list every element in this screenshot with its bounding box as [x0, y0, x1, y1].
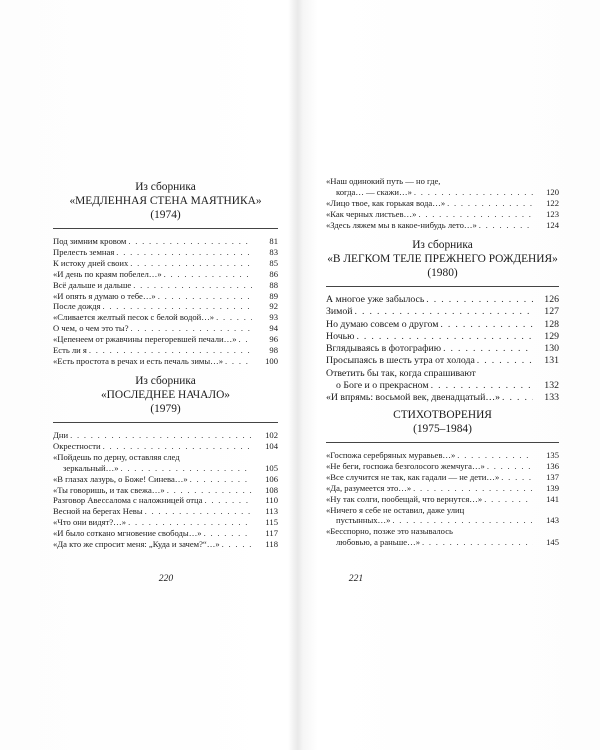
toc-entry-title: «Да кто же спросит меня: „Куда и зачем?“…»: [53, 539, 220, 550]
toc-entry: [53, 301, 278, 312]
dot-leader: [392, 515, 533, 526]
toc-list: [326, 450, 559, 548]
toc-entry-page: 126: [544, 294, 559, 305]
toc-entry-page: 143: [546, 515, 559, 526]
toc-entry-page: 100: [265, 355, 278, 366]
toc-entry: [326, 450, 559, 461]
toc-section: [53, 374, 278, 550]
toc-entry-page: 104: [265, 440, 278, 451]
section-year: (1980): [427, 267, 458, 279]
dot-leader: [204, 528, 252, 539]
toc-entry-page: 120: [546, 186, 559, 197]
toc-entry: [326, 505, 559, 527]
dot-leader: [204, 495, 252, 506]
dot-leader: [89, 345, 252, 356]
section-title: «ПОСЛЕДНЕЕ НАЧАЛО»: [100, 389, 231, 401]
toc-entry-page: 106: [265, 473, 278, 484]
toc-entry-title: Окрестности: [53, 440, 101, 451]
toc-entry-title: «Не беги, госпожа безголосого жемчуга…»: [326, 460, 485, 471]
dot-leader: [116, 247, 252, 258]
page-number: 220: [158, 573, 174, 584]
dot-leader: [130, 258, 252, 269]
toc-entry-title-continued: любовью, а раньше…»: [336, 537, 420, 548]
toc-entry-page: 117: [265, 528, 278, 539]
toc-entry: [53, 269, 278, 280]
dot-leader: [443, 343, 533, 355]
toc-entry-title: А многое уже забылось: [326, 294, 425, 305]
toc-entry-page: 145: [546, 537, 559, 548]
toc-entry-page: 129: [544, 330, 559, 342]
section-divider: [326, 286, 559, 287]
section-collection-label: Из сборника: [412, 239, 473, 251]
dot-leader: [128, 236, 252, 247]
dot-leader: [164, 269, 252, 280]
toc-entry: [53, 506, 278, 517]
toc-entry-title: «В глазах лазурь, о Боже! Синева…»: [53, 473, 188, 484]
toc-entry-page: 137: [546, 471, 559, 482]
toc-section: [326, 408, 559, 548]
toc-entry: [53, 323, 278, 334]
toc-entry: [53, 247, 278, 258]
toc-entry-title: Зимой: [326, 306, 353, 318]
toc-entry-title: «Госпожа серебряных муравьев…»: [326, 450, 456, 460]
dot-leader: [355, 306, 534, 318]
toc-entry: [326, 461, 559, 472]
toc-entry: [326, 483, 559, 494]
section-divider: [53, 228, 278, 229]
toc-entry-page: 130: [544, 343, 559, 355]
dot-leader: [447, 198, 533, 209]
toc-entry-page: 85: [269, 257, 278, 268]
toc-entry: [326, 392, 559, 404]
section-collection-label: Из сборника: [135, 181, 196, 193]
section-year: (1974): [150, 209, 181, 221]
toc-entry-title: Ответить бы так, когда спрашивают: [326, 367, 476, 379]
toc-entry-title: «Ну так солги, пообещай, что вернутся…»: [326, 493, 483, 504]
toc-entry-title: Дни: [53, 430, 69, 440]
dot-leader: [121, 463, 252, 474]
toc-entry: [326, 472, 559, 483]
toc-entry-title: Прелесть земная: [53, 246, 115, 257]
toc-entry-page: 88: [269, 279, 278, 290]
toc-entry: [326, 319, 559, 331]
toc-entry: [326, 220, 559, 231]
toc-entry: [53, 539, 278, 550]
toc-continued: [326, 176, 559, 231]
toc-entry: [326, 209, 559, 220]
toc-entry-title: Всё дальше и дальше: [53, 279, 132, 290]
toc-entry-title-continued: о Боге и о прекрасном: [336, 380, 429, 392]
toc-entry-page: 81: [269, 236, 278, 246]
toc-entry-title: Ночью: [326, 330, 355, 342]
dot-leader: [502, 392, 533, 404]
toc-entry-title-continued: зеркальный…»: [63, 462, 119, 473]
toc-entry-page: 102: [265, 430, 278, 440]
toc-entry-title: Есть ли я: [53, 345, 87, 356]
toc-entry-page: 92: [269, 301, 278, 312]
toc-entry-page: 110: [265, 495, 278, 506]
toc-entry-title: Но думаю совсем о другом: [326, 318, 439, 330]
dot-leader: [414, 187, 533, 198]
toc-entry-page: 105: [265, 462, 278, 473]
toc-entry: [326, 343, 559, 355]
toc-entry-title: «И опять я думаю о тебе…»: [53, 290, 156, 301]
toc-entry-page: 96: [269, 334, 278, 345]
toc-entry-page: 113: [265, 506, 278, 517]
section-heading: [326, 238, 559, 280]
toc-entry: [53, 312, 278, 323]
dot-leader: [431, 380, 533, 392]
toc-entry-page: 122: [546, 197, 559, 208]
toc-entry-title: «Здесь ляжем мы в какое-нибудь лето…»: [326, 219, 477, 230]
toc-entry-page: 135: [546, 450, 559, 460]
toc-entry: [53, 236, 278, 247]
section-divider: [326, 442, 559, 443]
dot-leader: [133, 280, 252, 291]
toc-entry: [53, 495, 278, 506]
toc-entry: [53, 528, 278, 539]
toc-entry-page: 127: [544, 306, 559, 318]
right-page: [326, 0, 559, 750]
toc-entry-page: 128: [544, 318, 559, 330]
toc-entry: [53, 452, 278, 474]
dot-leader: [239, 334, 252, 345]
toc-entry-page: 108: [265, 484, 278, 495]
toc-entry-title: О чем, о чем это ты?: [53, 323, 129, 334]
dot-leader: [131, 323, 252, 334]
toc-entry: [326, 355, 559, 367]
toc-entry: [53, 334, 278, 345]
toc-entry-title: «Пойдешь по дерну, оставляя след: [53, 451, 180, 462]
dot-leader: [422, 537, 533, 548]
dot-leader: [190, 474, 252, 485]
toc-section: [53, 180, 278, 367]
toc-entry: [53, 517, 278, 528]
toc-entry: [326, 526, 559, 548]
toc-entry-page: 131: [544, 355, 559, 367]
dot-leader: [222, 539, 252, 550]
toc-entry-title: «Лицо твое, как горькая вода…»: [326, 197, 446, 208]
toc-entry: [53, 258, 278, 269]
dot-leader: [128, 517, 252, 528]
toc-entry-title: «И было соткано мгновение свободы…»: [53, 528, 202, 539]
toc-entry-title: «Цепенеем от ржавчины перегоревшей печали…»: [53, 334, 237, 345]
section-title: СТИХОТВОРЕНИЯ: [393, 409, 492, 421]
dot-leader: [70, 430, 252, 441]
toc-entry-title: «Сливается желтый песок с белой водой…»: [53, 312, 215, 323]
toc-entry-title: «Ничего я себе не оставил, даже улиц: [326, 504, 465, 515]
toc-entry-title: «Как черных листьев…»: [326, 208, 417, 219]
section-heading: [53, 180, 278, 222]
dot-leader: [479, 220, 533, 231]
dot-leader: [426, 294, 533, 306]
toc-entry-page: 89: [269, 290, 278, 301]
dot-leader: [158, 291, 252, 302]
toc-entry-title-continued: пустынных…»: [336, 515, 391, 526]
page-number: 221: [348, 573, 364, 584]
section-title: «В ЛЕГКОМ ТЕЛЕ ПРЕЖНЕГО РОЖДЕНИЯ»: [327, 253, 558, 265]
toc-entry: [53, 430, 278, 441]
toc-entry-title: «Есть простота в речах и есть печаль зимы…»: [53, 355, 224, 366]
toc-entry: [53, 356, 278, 367]
toc-entry: [326, 294, 559, 306]
dot-leader: [356, 331, 533, 343]
toc-entry-title: «Все случится не так, как гадали — не дети…»: [326, 471, 500, 482]
dot-leader: [225, 356, 252, 367]
dot-leader: [440, 319, 533, 331]
toc-entry: [326, 176, 559, 198]
dot-leader: [103, 441, 252, 452]
toc-section: [326, 238, 559, 405]
toc-entry-title: Под зимним кровом: [53, 236, 127, 246]
toc-entry-title: «И впрямь: восьмой век, двенадцатый…»: [326, 392, 501, 404]
dot-leader: [145, 506, 252, 517]
toc-entry-title: Вглядываясь в фотографию: [326, 343, 442, 355]
toc-entry-page: 124: [546, 219, 559, 230]
toc-entry-title: «Ты говоришь, и так свежа…»: [53, 484, 165, 495]
toc-entry: [53, 291, 278, 302]
dot-leader: [216, 312, 252, 323]
left-page: [53, 0, 278, 750]
section-heading: [53, 374, 278, 416]
section-year: (1975–1984): [413, 423, 472, 435]
toc-entry-page: 98: [269, 345, 278, 356]
dot-leader: [413, 483, 533, 494]
toc-entry: [326, 306, 559, 318]
toc-entry: [53, 485, 278, 496]
toc-entry-title: Весной на берегах Невы: [53, 506, 143, 517]
toc-entry-page: 86: [269, 268, 278, 279]
toc-entry-page: 136: [546, 460, 559, 471]
toc-entry: [53, 280, 278, 291]
toc-entry-title: «И день по краям побелел…»: [53, 268, 162, 279]
toc-entry-title: К истоку дней своих: [53, 257, 129, 268]
dot-leader: [484, 494, 533, 505]
dot-leader: [487, 461, 533, 472]
toc-entry-page: 118: [265, 539, 278, 550]
section-year: (1979): [150, 403, 181, 415]
toc-entry-page: 132: [544, 380, 559, 392]
toc-list: [53, 236, 278, 367]
toc-entry-page: 94: [269, 323, 278, 334]
toc-entry: [326, 198, 559, 209]
toc-entry: [326, 494, 559, 505]
toc-list: [53, 430, 278, 550]
toc-entry-title: «Бесспорно, позже это называлось: [326, 526, 453, 537]
toc-entry-title: Разговор Авессалома с наложницей отца: [53, 495, 203, 506]
section-divider: [53, 422, 278, 423]
toc-entry-title-continued: когда… — скажи…»: [336, 186, 412, 197]
toc-entry: [53, 345, 278, 356]
toc-entry-title: «Да, разумеется это…»: [326, 482, 412, 493]
toc-entry-page: 93: [269, 312, 278, 323]
dot-leader: [501, 472, 533, 483]
toc-entry-page: 141: [546, 493, 559, 504]
toc-entry: [53, 441, 278, 452]
dot-leader: [167, 485, 252, 496]
toc-entry-page: 139: [546, 482, 559, 493]
section-heading: [326, 408, 559, 436]
toc-entry-page: 83: [269, 246, 278, 257]
toc-entry-title: «Что они видят?…»: [53, 517, 127, 528]
toc-entry-title: После дождя: [53, 301, 101, 312]
toc-list: [326, 294, 559, 405]
dot-leader: [457, 450, 533, 461]
dot-leader: [103, 301, 252, 312]
toc-entry: [326, 331, 559, 343]
toc-entry-title: «Наш одинокий путь — но где,: [326, 176, 441, 186]
toc-entry-page: 115: [265, 517, 278, 528]
toc-entry: [326, 368, 559, 393]
section-title: «МЕДЛЕННАЯ СТЕНА МАЯТНИКА»: [69, 195, 262, 207]
dot-leader: [418, 209, 533, 220]
toc-entry-page: 123: [546, 208, 559, 219]
toc-entry: [53, 474, 278, 485]
section-collection-label: Из сборника: [135, 375, 196, 387]
toc-entry-title: Просыпаясь в шесть утра от холода: [326, 355, 475, 367]
toc-entry-page: 133: [544, 392, 559, 404]
dot-leader: [477, 355, 533, 367]
